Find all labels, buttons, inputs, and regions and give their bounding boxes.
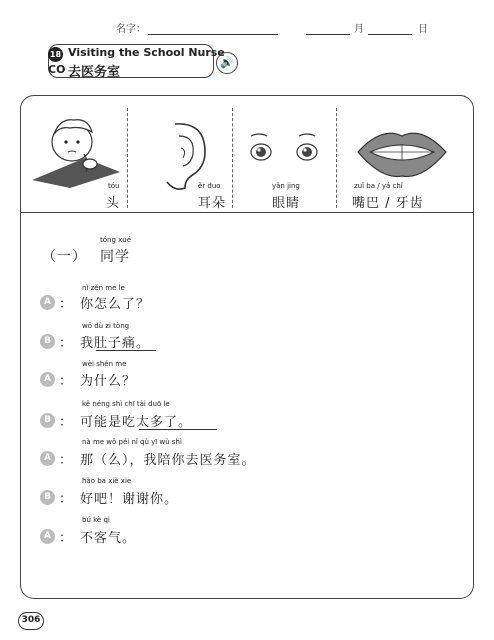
vocab-hanzi: 嘴巴 / 牙齿	[352, 196, 424, 211]
vocab-divider	[127, 108, 128, 208]
name-blank[interactable]	[148, 34, 278, 35]
vocab-hanzi: 头	[106, 196, 121, 211]
vocab-pinyin: zuǐ ba / yá chǐ	[354, 182, 403, 190]
boy-illustration	[30, 110, 122, 190]
speaker-a-badge: A	[40, 295, 55, 310]
section-label: （一）	[42, 249, 87, 265]
month-blank[interactable]	[306, 34, 350, 35]
line-text: 那（么），我陪你去医务室。	[80, 453, 256, 468]
day-blank[interactable]	[368, 34, 412, 35]
line-pinyin: wǒ dù zi tòng	[82, 322, 130, 330]
speaker-a-badge: A	[40, 372, 55, 387]
vocab-pinyin: yǎn jing	[272, 182, 300, 190]
unit-number-badge: 18	[48, 47, 63, 62]
vocab-underline	[139, 429, 217, 430]
name-label: 名字：	[116, 24, 146, 35]
vocab-pinyin: tóu	[108, 182, 120, 190]
day-label: 日	[418, 24, 428, 35]
lesson-title-chinese: 去医务室	[68, 65, 121, 80]
vocab-hanzi: 眼睛	[272, 196, 301, 211]
lesson-title-english: Visiting the School Nurse	[68, 46, 225, 59]
section-pinyin: tóng xué	[100, 236, 132, 244]
co-icon: CO	[48, 63, 66, 76]
line-text: 你怎么了？	[80, 297, 151, 312]
vocab-divider	[336, 108, 337, 208]
line-text: 不客气。	[80, 531, 137, 546]
speaker-a-badge: A	[40, 529, 55, 544]
vocab-divider	[232, 108, 233, 208]
month-label: 月	[354, 24, 364, 35]
mouth-illustration	[352, 124, 452, 180]
vocab-hanzi: 耳朵	[198, 196, 227, 211]
line-text: 可能是吃太多了。	[80, 415, 193, 430]
speaker-b-badge: B	[40, 490, 55, 505]
speaker-b-badge: B	[40, 413, 55, 428]
speaker-b-badge: B	[40, 334, 55, 349]
line-pinyin: wèi shén me	[82, 360, 127, 368]
vocab-underline	[96, 350, 156, 351]
line-pinyin: bú kè qi	[82, 516, 110, 524]
line-text: 为什么？	[80, 374, 137, 389]
speaker-a-badge: A	[40, 451, 55, 466]
line-pinyin: kě néng shì chī tài duō le	[82, 400, 170, 408]
line-pinyin: nà me wǒ péi nǐ qù yī wù shì	[82, 438, 182, 446]
line-text: 我肚子痛。	[80, 336, 151, 351]
line-pinyin: nǐ zěn me le	[82, 284, 125, 292]
vocab-pinyin: ěr duo	[198, 182, 221, 190]
eyes-illustration	[245, 130, 325, 170]
page-number: 306	[18, 612, 44, 630]
speaker-icon[interactable]: 🔊	[216, 52, 238, 74]
line-text: 好吧！谢谢你。	[80, 492, 179, 507]
section-title: 同学	[100, 249, 130, 265]
line-pinyin: hǎo ba xiè xie	[82, 477, 132, 485]
